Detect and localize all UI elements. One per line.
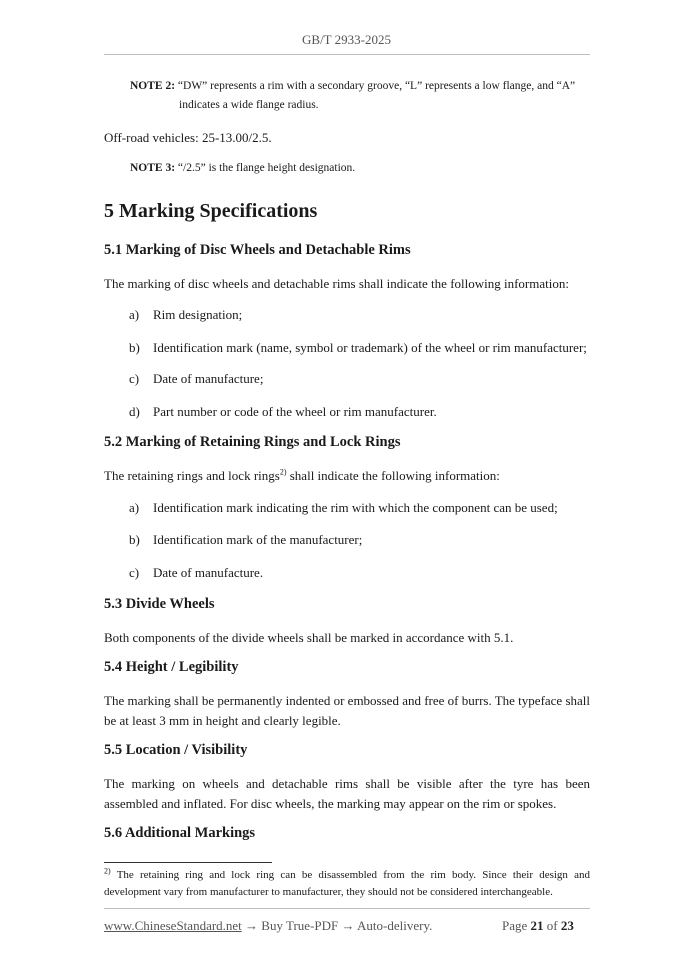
note-3 (130, 162, 355, 174)
total-pages: 23 (560, 918, 574, 933)
intro-text: The retaining rings and lock rings (104, 468, 280, 483)
list-marker: a) (129, 307, 140, 322)
footnote-marker: 2) (104, 866, 111, 876)
section-5-4-heading: 5.4 Height / Legibility (104, 659, 239, 675)
section-5-4-text: The marking shall be permanently indented or embossed and free of burrs. The typeface shall be at least 3 mm in height and clearly legible. (104, 693, 591, 728)
list-marker: c) (129, 371, 140, 386)
note-2-text: “DW” represents a rim with a secondary groove, “L” represents a low flange, and “A” (177, 80, 576, 92)
intro-text-cont: shall indicate the following information: (286, 468, 500, 483)
list-text: Identification mark of the manufacturer; (153, 532, 363, 547)
list-marker: b) (129, 340, 140, 355)
section-5-heading: 5 Marking Specifications (104, 200, 318, 222)
page-header: GB/T 2933-2025 (302, 32, 391, 47)
list-text: Identification mark (name, symbol or trademark) of the wheel or rim manufacturer; (153, 340, 587, 355)
arrow-icon: → (341, 918, 355, 933)
note-2-continuation: indicates a wide flange radius. (179, 99, 319, 111)
page-label: Page (502, 918, 528, 933)
list-text: Rim designation; (153, 307, 243, 322)
list-text: Part number or code of the wheel or rim manufacturer. (153, 404, 437, 419)
section-5-2-heading: 5.2 Marking of Retaining Rings and Lock Rings (104, 434, 401, 450)
arrow-icon: → (245, 918, 259, 933)
note-2 (130, 80, 575, 92)
list-text: Date of manufacture. (153, 565, 264, 580)
footnote-text: The retaining ring and lock ring can be disassembled from the rim body. Since their design and development vary from manufacturer to manufacturer, they should not be considered interchangeable. (104, 869, 590, 898)
footer-rule (104, 908, 590, 909)
auto-delivery-text: Auto-delivery. (357, 918, 433, 933)
section-5-5-heading: 5.5 Location / Visibility (104, 742, 248, 758)
list-text: Date of manufacture; (153, 371, 264, 386)
header-rule (104, 54, 590, 55)
note-3-label: NOTE 3: (130, 162, 176, 174)
site-link[interactable]: www.ChineseStandard.net (104, 918, 242, 933)
section-5-1-intro: The marking of disc wheels and detachable rims shall indicate the following information: (104, 276, 569, 291)
list-marker: b) (129, 532, 140, 547)
section-5-1-heading: 5.1 Marking of Disc Wheels and Detachable Rims (104, 242, 411, 258)
list-marker: d) (129, 404, 140, 419)
of-label: of (546, 918, 558, 933)
section-5-6-heading: 5.6 Additional Markings (104, 825, 256, 841)
list-marker: c) (129, 565, 140, 580)
note-3-text: “/2.5” is the flange height designation. (177, 162, 356, 174)
page-number (502, 918, 574, 934)
section-5-2-intro (104, 466, 500, 486)
note-2-label: NOTE 2: (130, 80, 176, 92)
current-page: 21 (530, 918, 544, 933)
footnote-rule (104, 862, 272, 863)
section-5-3-text: Both components of the divide wheels shall be marked in accordance with 5.1. (104, 630, 514, 645)
buy-pdf-link[interactable]: Buy True-PDF (261, 918, 339, 933)
offroad-designation: Off-road vehicles: 25-13.00/2.5. (104, 130, 272, 145)
footnote (104, 867, 590, 901)
footer-links (104, 918, 432, 934)
footnote-ref: 2) (279, 467, 287, 477)
list-text: Identification mark indicating the rim with which the component can be used; (153, 500, 558, 515)
list-marker: a) (129, 500, 140, 515)
section-5-5-text: The marking on wheels and detachable rims shall be visible after the tyre has been assembled and inflated. For disc wheels, the marking may appear on the rim or spokes. (104, 776, 590, 811)
section-5-3-heading: 5.3 Divide Wheels (104, 596, 215, 612)
